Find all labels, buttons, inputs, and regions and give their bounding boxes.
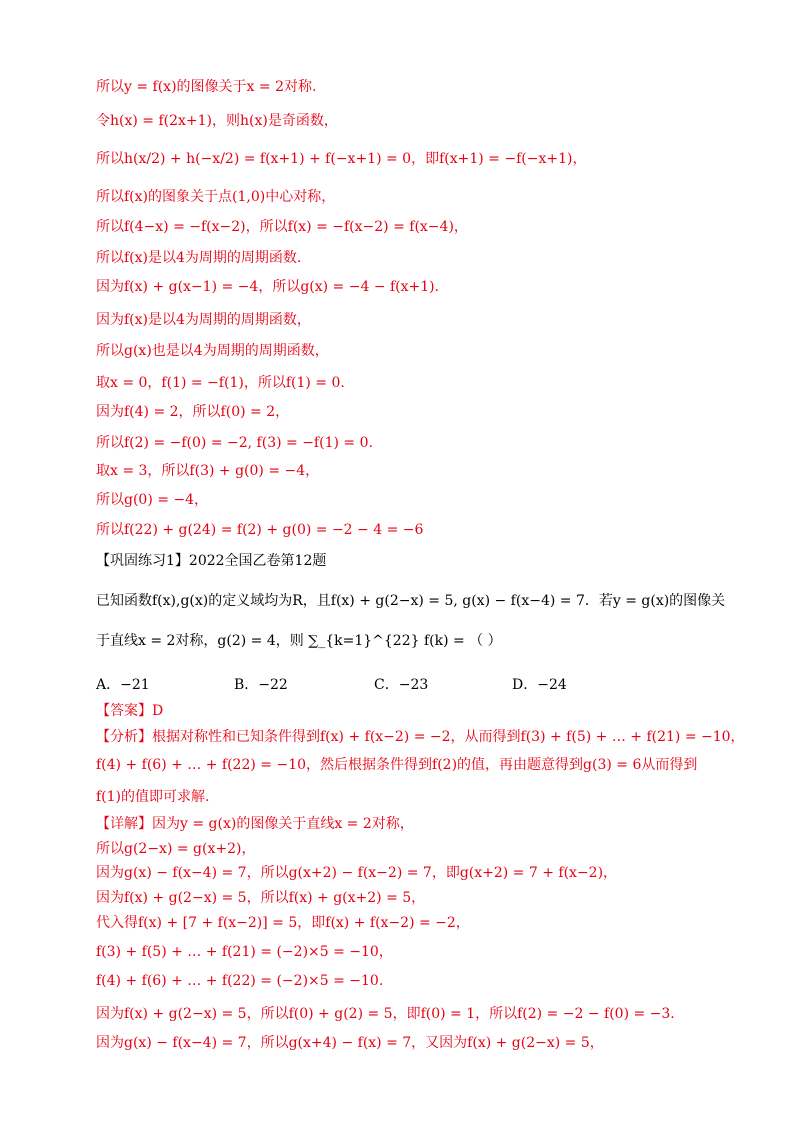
answer-line: 【答案】D [96, 703, 164, 719]
choice-b: B．−22 [234, 677, 288, 693]
detail-line: f(3) + f(5) + … + f(21) = (−2)×5 = −10， [96, 944, 393, 960]
text-line: 所以f(x)是以4为周期的周期函数. [96, 250, 302, 266]
detail-line: 因为f(x) + g(2−x) = 5，所以f(0) + g(2) = 5，即f(0) = 1，所以f(2) = −2 − f(0) = −3. [96, 1006, 675, 1022]
detail-line: f(4) + f(6) + … + f(22) = (−2)×5 = −10. [96, 973, 384, 989]
text-line: 因为f(x) + g(x−1) = −4，所以g(x) = −4 − f(x+1). [96, 279, 440, 295]
analysis-line: f(4) + f(6) + … + f(22) = −10，然后根据条件得到f(2)的值，再由题意得到g(3) = 6从而得到 [96, 757, 698, 773]
choice-a: A．−21 [96, 677, 150, 693]
analysis-line: 【分析】根据对称性和已知条件得到f(x) + f(x−2) = −2，从而得到f(3) + f(5) + … + f(21) = −10， [96, 729, 745, 745]
choice-c: C．−23 [374, 677, 429, 693]
text-line: 所以f(x)的图象关于点(1,0)中心对称， [96, 189, 336, 205]
text-line: 因为f(4) = 2，所以f(0) = 2， [96, 404, 290, 420]
text-line: 令h(x) = f(2x+1)，则h(x)是奇函数， [96, 113, 338, 129]
text-line: 所以f(2) = −f(0) = −2, f(3) = −f(1) = 0. [96, 435, 373, 451]
text-line: 所以f(22) + g(24) = f(2) + g(0) = −2 − 4 = −6 [96, 522, 424, 538]
text-line: 取x = 3，所以f(3) + g(0) = −4， [96, 463, 320, 479]
text-line: 因为f(x)是以4为周期的周期函数， [96, 312, 311, 328]
analysis-line: f(1)的值即可求解. [96, 789, 210, 805]
detail-line: 因为g(x) − f(x−4) = 7，所以g(x+2) − f(x−2) = 7，即g(x+2) = 7 + f(x−2)， [96, 865, 618, 881]
detail-line: 【详解】因为y = g(x)的图像关于直线x = 2对称， [96, 816, 414, 832]
question-text: 已知函数f(x),g(x)的定义域均为R，且f(x) + g(2−x) = 5, g(x) − f(x−4) = 7．若y = g(x)的图像关 [96, 593, 726, 609]
text-line: 取x = 0，f(1) = −f(1)，所以f(1) = 0. [96, 375, 345, 391]
text-line: 所以f(4−x) = −f(x−2)，所以f(x) = −f(x−2) = f(x−4)， [96, 219, 468, 235]
text-line: 所以y = f(x)的图像关于x = 2对称. [96, 79, 317, 95]
detail-line: 因为g(x) − f(x−4) = 7，所以g(x+4) − f(x) = 7，又因为f(x) + g(2−x) = 5， [96, 1035, 604, 1051]
text-line: 所以g(x)也是以4为周期的周期函数， [96, 343, 329, 359]
text-line: 所以g(0) = −4， [96, 492, 209, 508]
section-heading: 【巩固练习1】2022全国乙卷第12题 [96, 553, 327, 569]
question-text: 于直线x = 2对称，g(2) = 4，则 ∑_{k=1}^{22} f(k) = （ ） [96, 633, 502, 649]
detail-line: 所以g(2−x) = g(x+2)， [96, 841, 256, 857]
text-line: 所以h(x/2) + h(−x/2) = f(x+1) + f(−x+1) = 0，即f(x+1) = −f(−x+1)， [96, 151, 587, 167]
choice-d: D．−24 [512, 677, 567, 693]
detail-line: 因为f(x) + g(2−x) = 5，所以f(x) + g(x+2) = 5， [96, 890, 426, 906]
detail-line: 代入得f(x) + [7 + f(x−2)] = 5，即f(x) + f(x−2) = −2， [96, 915, 470, 931]
